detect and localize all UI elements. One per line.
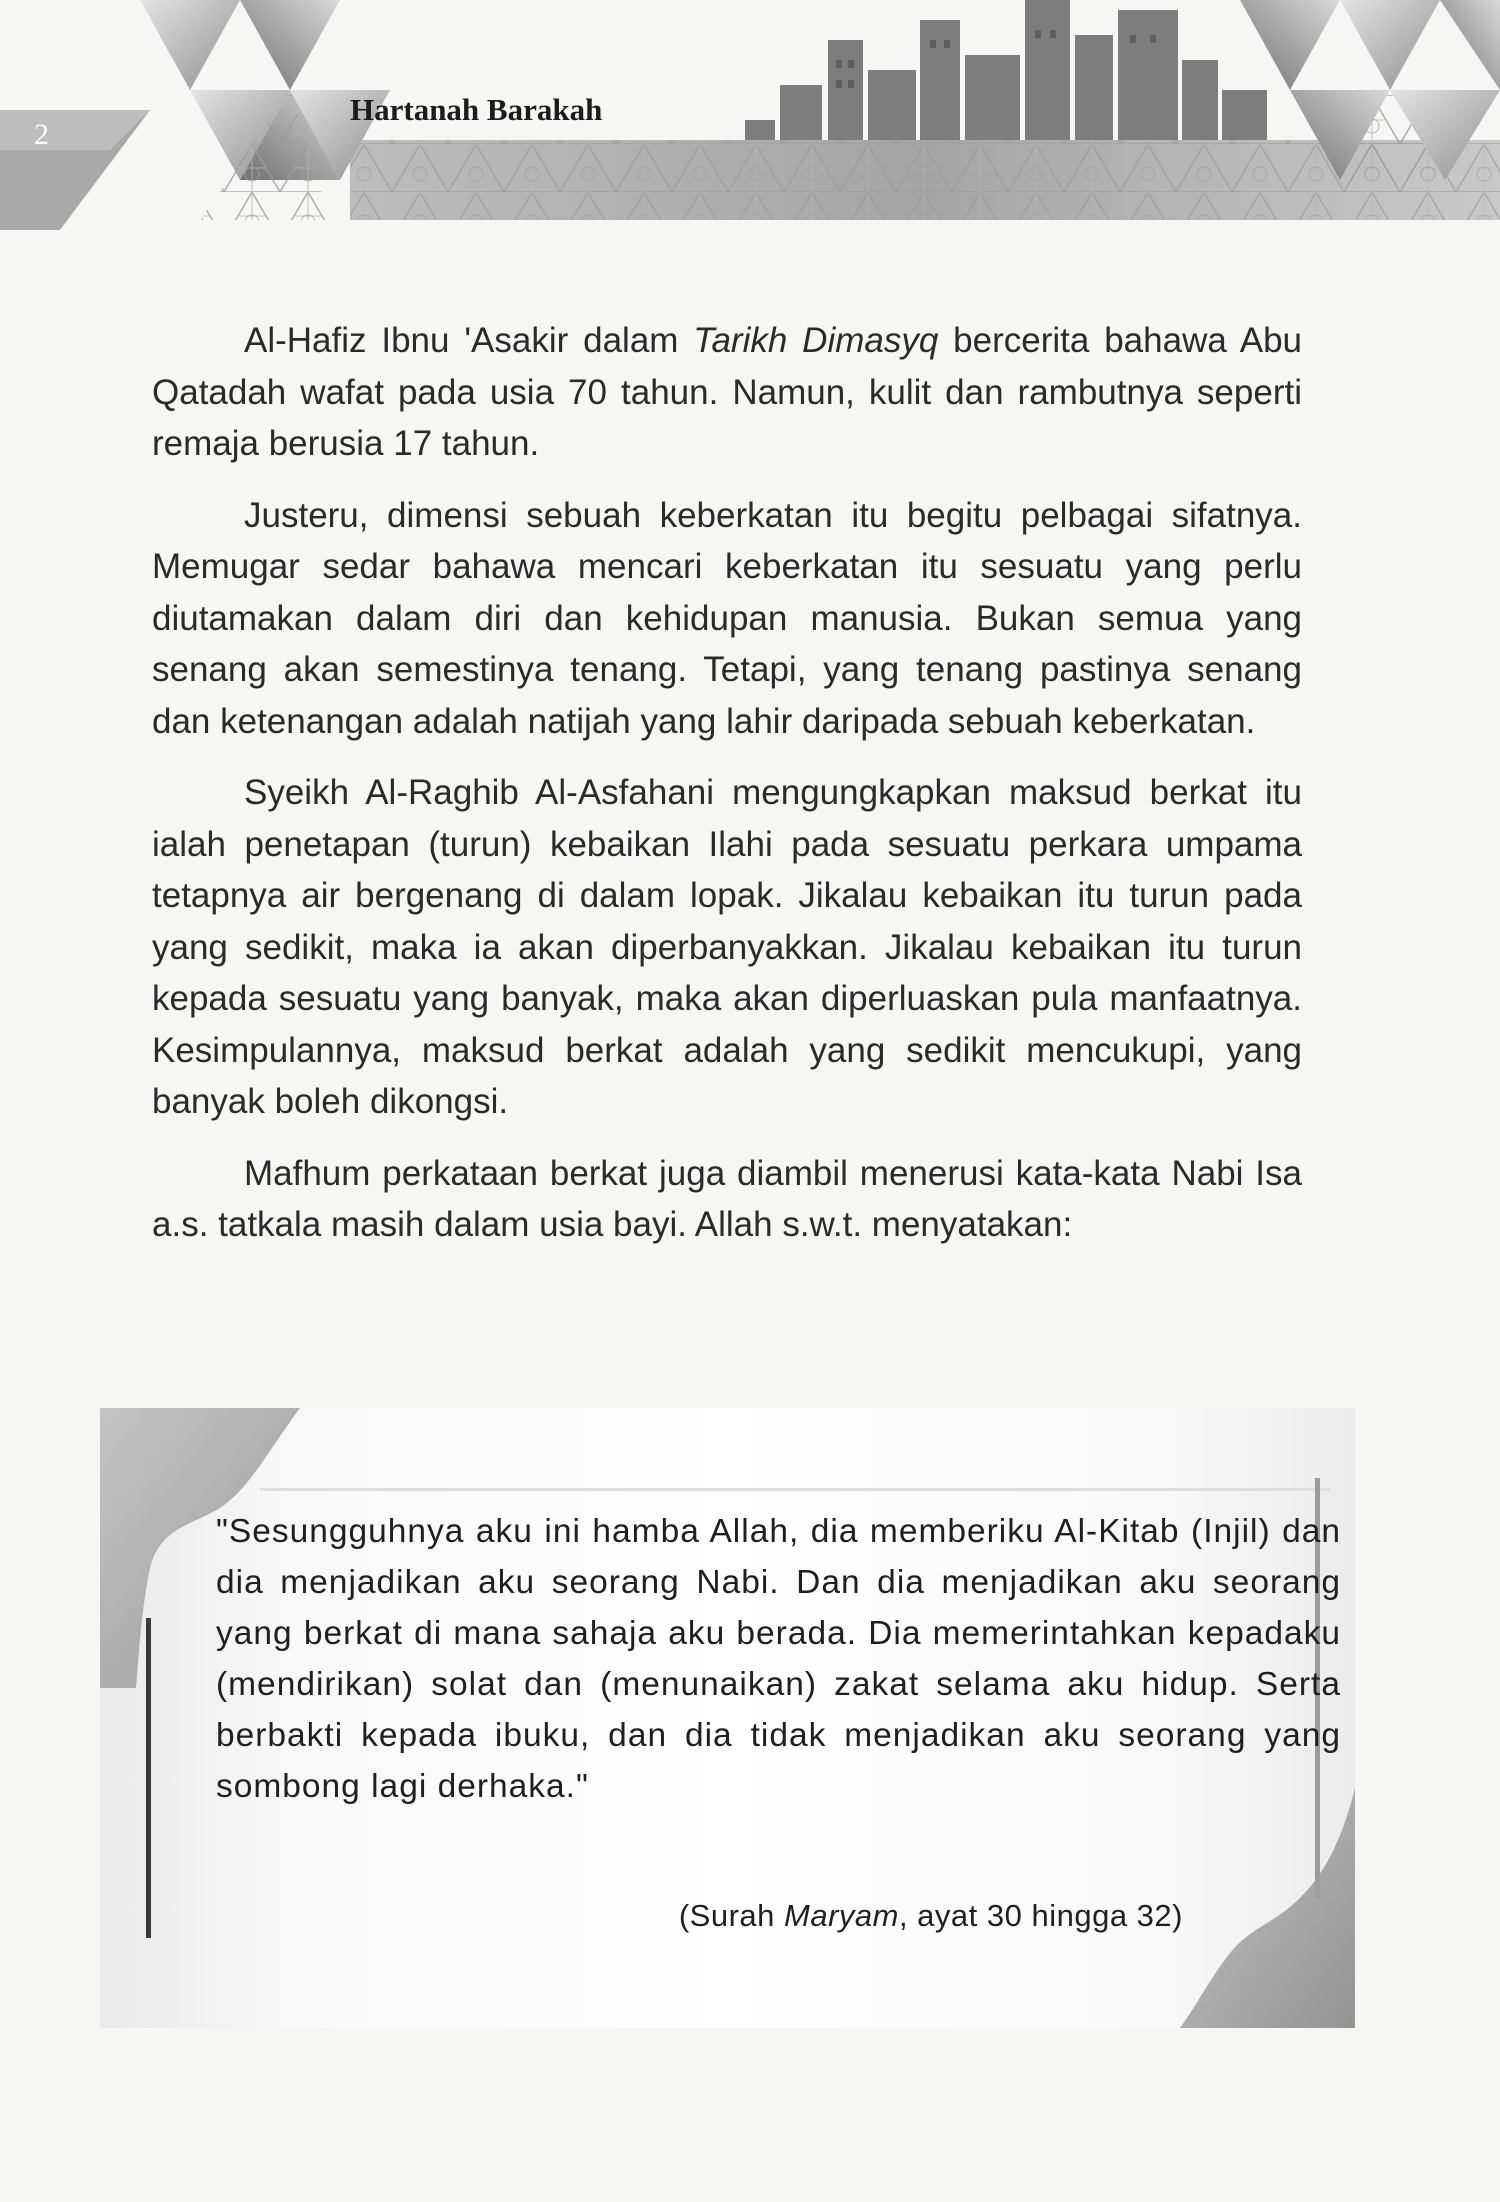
paragraph-1 bbox=[152, 315, 1302, 470]
quote-source-suffix: , ayat 30 hingga 32) bbox=[898, 1898, 1183, 1933]
quote-box bbox=[100, 1408, 1355, 2028]
surah-name: Maryam bbox=[784, 1898, 899, 1933]
paragraph-1-text-a: Al-Hafiz Ibnu 'Asakir dalam bbox=[244, 321, 694, 360]
paragraph-2: Justeru, dimensi sebuah keberkatan itu begitu pelbagai sifatnya. Memugar sedar bahawa mencari keberkatan itu sesuatu yang perlu diutamakan dalam diri dan kehidupan manusia. Bukan semua yang senang akan semestinya tenang. Tetapi, yang tenang pastinya senang dan ketenangan adalah natijah yang lahir daripada sebuah keberkatan. bbox=[152, 495, 1302, 741]
running-title: Hartanah Barakah bbox=[350, 92, 603, 127]
paragraph-4: Mafhum perkataan berkat juga diambil menerusi kata-kata Nabi Isa a.s. tatkala masih dalam usia bayi. Allah s.w.t. menyatakan: bbox=[152, 1153, 1302, 1244]
page-number: 2 bbox=[34, 118, 49, 151]
paragraph-1-text-b: bercerita bahawa Abu Qatadah wafat pada usia 70 tahun. Namun, kulit dan rambutnya seperti remaja berusia 17 tahun. bbox=[152, 321, 1302, 463]
paragraph-3: Syeikh Al-Raghib Al-Asfahani mengungkapkan maksud berkat itu ialah penetapan (turun) kebaikan Ilahi pada sesuatu perkara umpama tetapnya air bergenang di dalam lopak. Jikalau kebaikan itu turun pada yang sedikit, maka ia akan diperbanyakkan. Jikalau kebaikan itu turun kepada sesuatu yang banyak, maka akan diperluaskan pula manfaatnya. Kesimpulannya, maksud berkat adalah yang sedikit mencukupi, yang banyak boleh dikongsi. bbox=[152, 773, 1302, 1121]
body-text bbox=[152, 315, 1302, 1271]
quote-source bbox=[679, 1898, 1183, 1934]
book-title-italic: Tarikh Dimasyq bbox=[693, 321, 939, 360]
quote-text: "Sesungguhnya aku ini hamba Allah, dia memberiku Al-Kitab (Injil) dan dia menjadikan aku seorang Nabi. Dan dia menjadikan aku seorang yang berkat di mana sahaja aku berada. Dia memerintahkan kepadaku (mendirikan) solat dan (menunaikan) zakat selama aku hidup. Serta berbakti kepada ibuku, dan dia tidak menjadikan aku seorang yang sombong lagi derhaka." bbox=[216, 1513, 1341, 1805]
page-header bbox=[0, 0, 1500, 230]
header-pattern-graphic bbox=[0, 0, 1500, 230]
quote-source-prefix: (Surah bbox=[678, 1898, 784, 1933]
